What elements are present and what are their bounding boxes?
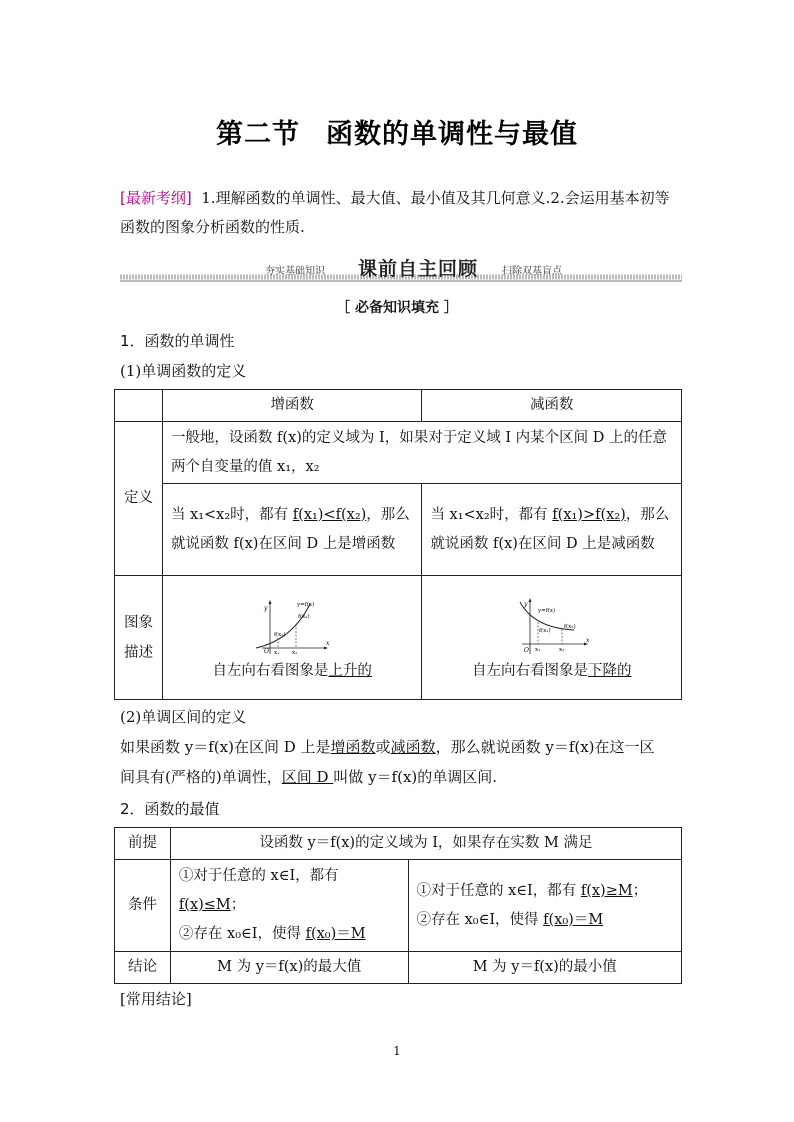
graph-increasing-cell [162, 576, 422, 700]
svg-text:x: x [585, 636, 590, 644]
increasing-graph-caption: 自左向右看图象是上升的 [212, 662, 372, 679]
svg-text:f(x₁): f(x₁) [538, 627, 551, 634]
svg-text:f(x₂): f(x₂) [563, 623, 576, 630]
banner-main-text: 课前自主回顾 [357, 258, 478, 280]
definition-increasing: 当 x₁<x₂时，都有 f(x₁)<f(x₂)，那么就说函数 f(x)在区间 D 上是增函数 [162, 484, 422, 576]
decreasing-graph-figure [512, 598, 592, 654]
header-decreasing: 减函数 [422, 390, 682, 422]
graph-decreasing-cell [422, 576, 682, 700]
svg-text:x₂: x₂ [292, 649, 298, 654]
extrema-table [114, 827, 682, 984]
heading-monotonicity: 1．函数的单调性 [120, 332, 235, 350]
row-label-graph: 图象描述 [115, 576, 163, 700]
section-label: ［ 必备知识填充 ］ [336, 300, 458, 316]
row-label-condition: 条件 [115, 860, 171, 952]
increasing-graph-figure [252, 598, 332, 654]
svg-text:x₁: x₁ [534, 646, 541, 653]
monotonic-table [114, 389, 682, 700]
row-label-definition: 定义 [115, 422, 163, 576]
banner-left-text: 夯实基础知识 [265, 266, 325, 277]
definition-common: 一般地，设函数 f(x)的定义域为 I，如果对于定义域 I 内某个区间 D 上的任意两个自变量的值 x₁，x₂ [162, 422, 681, 484]
heading-extrema: 2．函数的最值 [120, 800, 220, 818]
sub-heading-interval: (2)单调区间的定义 [120, 708, 247, 726]
svg-text:x: x [326, 639, 330, 647]
outline-tag: [最新考纲] [120, 189, 192, 207]
conclusion-min: M 为 y＝f(x)的最小值 [408, 952, 682, 984]
svg-text:y=f(x): y=f(x) [537, 607, 555, 614]
page-number: 1 [393, 1044, 401, 1058]
svg-text:y=f(x): y=f(x) [297, 601, 315, 608]
svg-text:f(x₁): f(x₁) [274, 631, 286, 638]
condition-max: ①对于任意的 x∈I，都有 f(x)≤M； ②存在 x₀∈I，使得 f(x₀)＝M [170, 860, 408, 952]
svg-text:y: y [264, 604, 268, 612]
table-corner [115, 390, 163, 422]
interval-paragraph-line1: 如果函数 y＝f(x)在区间 D 上是增函数或减函数，那么就说函数 y＝f(x)在这一区 [120, 738, 655, 756]
row-label-premise: 前提 [115, 828, 171, 860]
svg-text:y: y [523, 600, 528, 608]
header-increasing: 增函数 [162, 390, 422, 422]
svg-text:O: O [264, 647, 270, 654]
banner-right-text: 扫除双基盲点 [502, 266, 562, 277]
decreasing-graph-caption: 自左向右看图象是下降的 [471, 662, 632, 679]
common-conclusion-label: [常用结论] [120, 990, 192, 1008]
section-banner [120, 253, 682, 283]
condition-min: ①对于任意的 x∈I，都有 f(x)≥M； ②存在 x₀∈I，使得 f(x₀)＝M [408, 860, 682, 952]
svg-text:f(x₂): f(x₂) [298, 613, 310, 620]
svg-text:O: O [523, 646, 529, 654]
page-title: 第二节 函数的单调性与最值 [216, 119, 578, 150]
interval-paragraph-line2: 间具有(严格的)单调性，区间 D 叫做 y＝f(x)的单调区间. [120, 768, 498, 786]
premise-text: 设函数 y＝f(x)的定义域为 I，如果存在实数 M 满足 [170, 828, 681, 860]
svg-text:x₁: x₁ [274, 649, 280, 654]
sub-heading-definition: (1)单调函数的定义 [120, 362, 247, 380]
definition-decreasing: 当 x₁<x₂时，都有 f(x₁)>f(x₂)，那么就说函数 f(x)在区间 D 上是减函数 [422, 484, 682, 576]
conclusion-max: M 为 y＝f(x)的最大值 [170, 952, 408, 984]
row-label-conclusion: 结论 [115, 952, 171, 984]
outline-paragraph [120, 184, 678, 242]
svg-text:x₂: x₂ [558, 646, 565, 653]
outline-text: 1.理解函数的单调性、最大值、最小值及其几何意义.2.会运用基本初等函数的图象分析函数的性质. [120, 189, 670, 236]
